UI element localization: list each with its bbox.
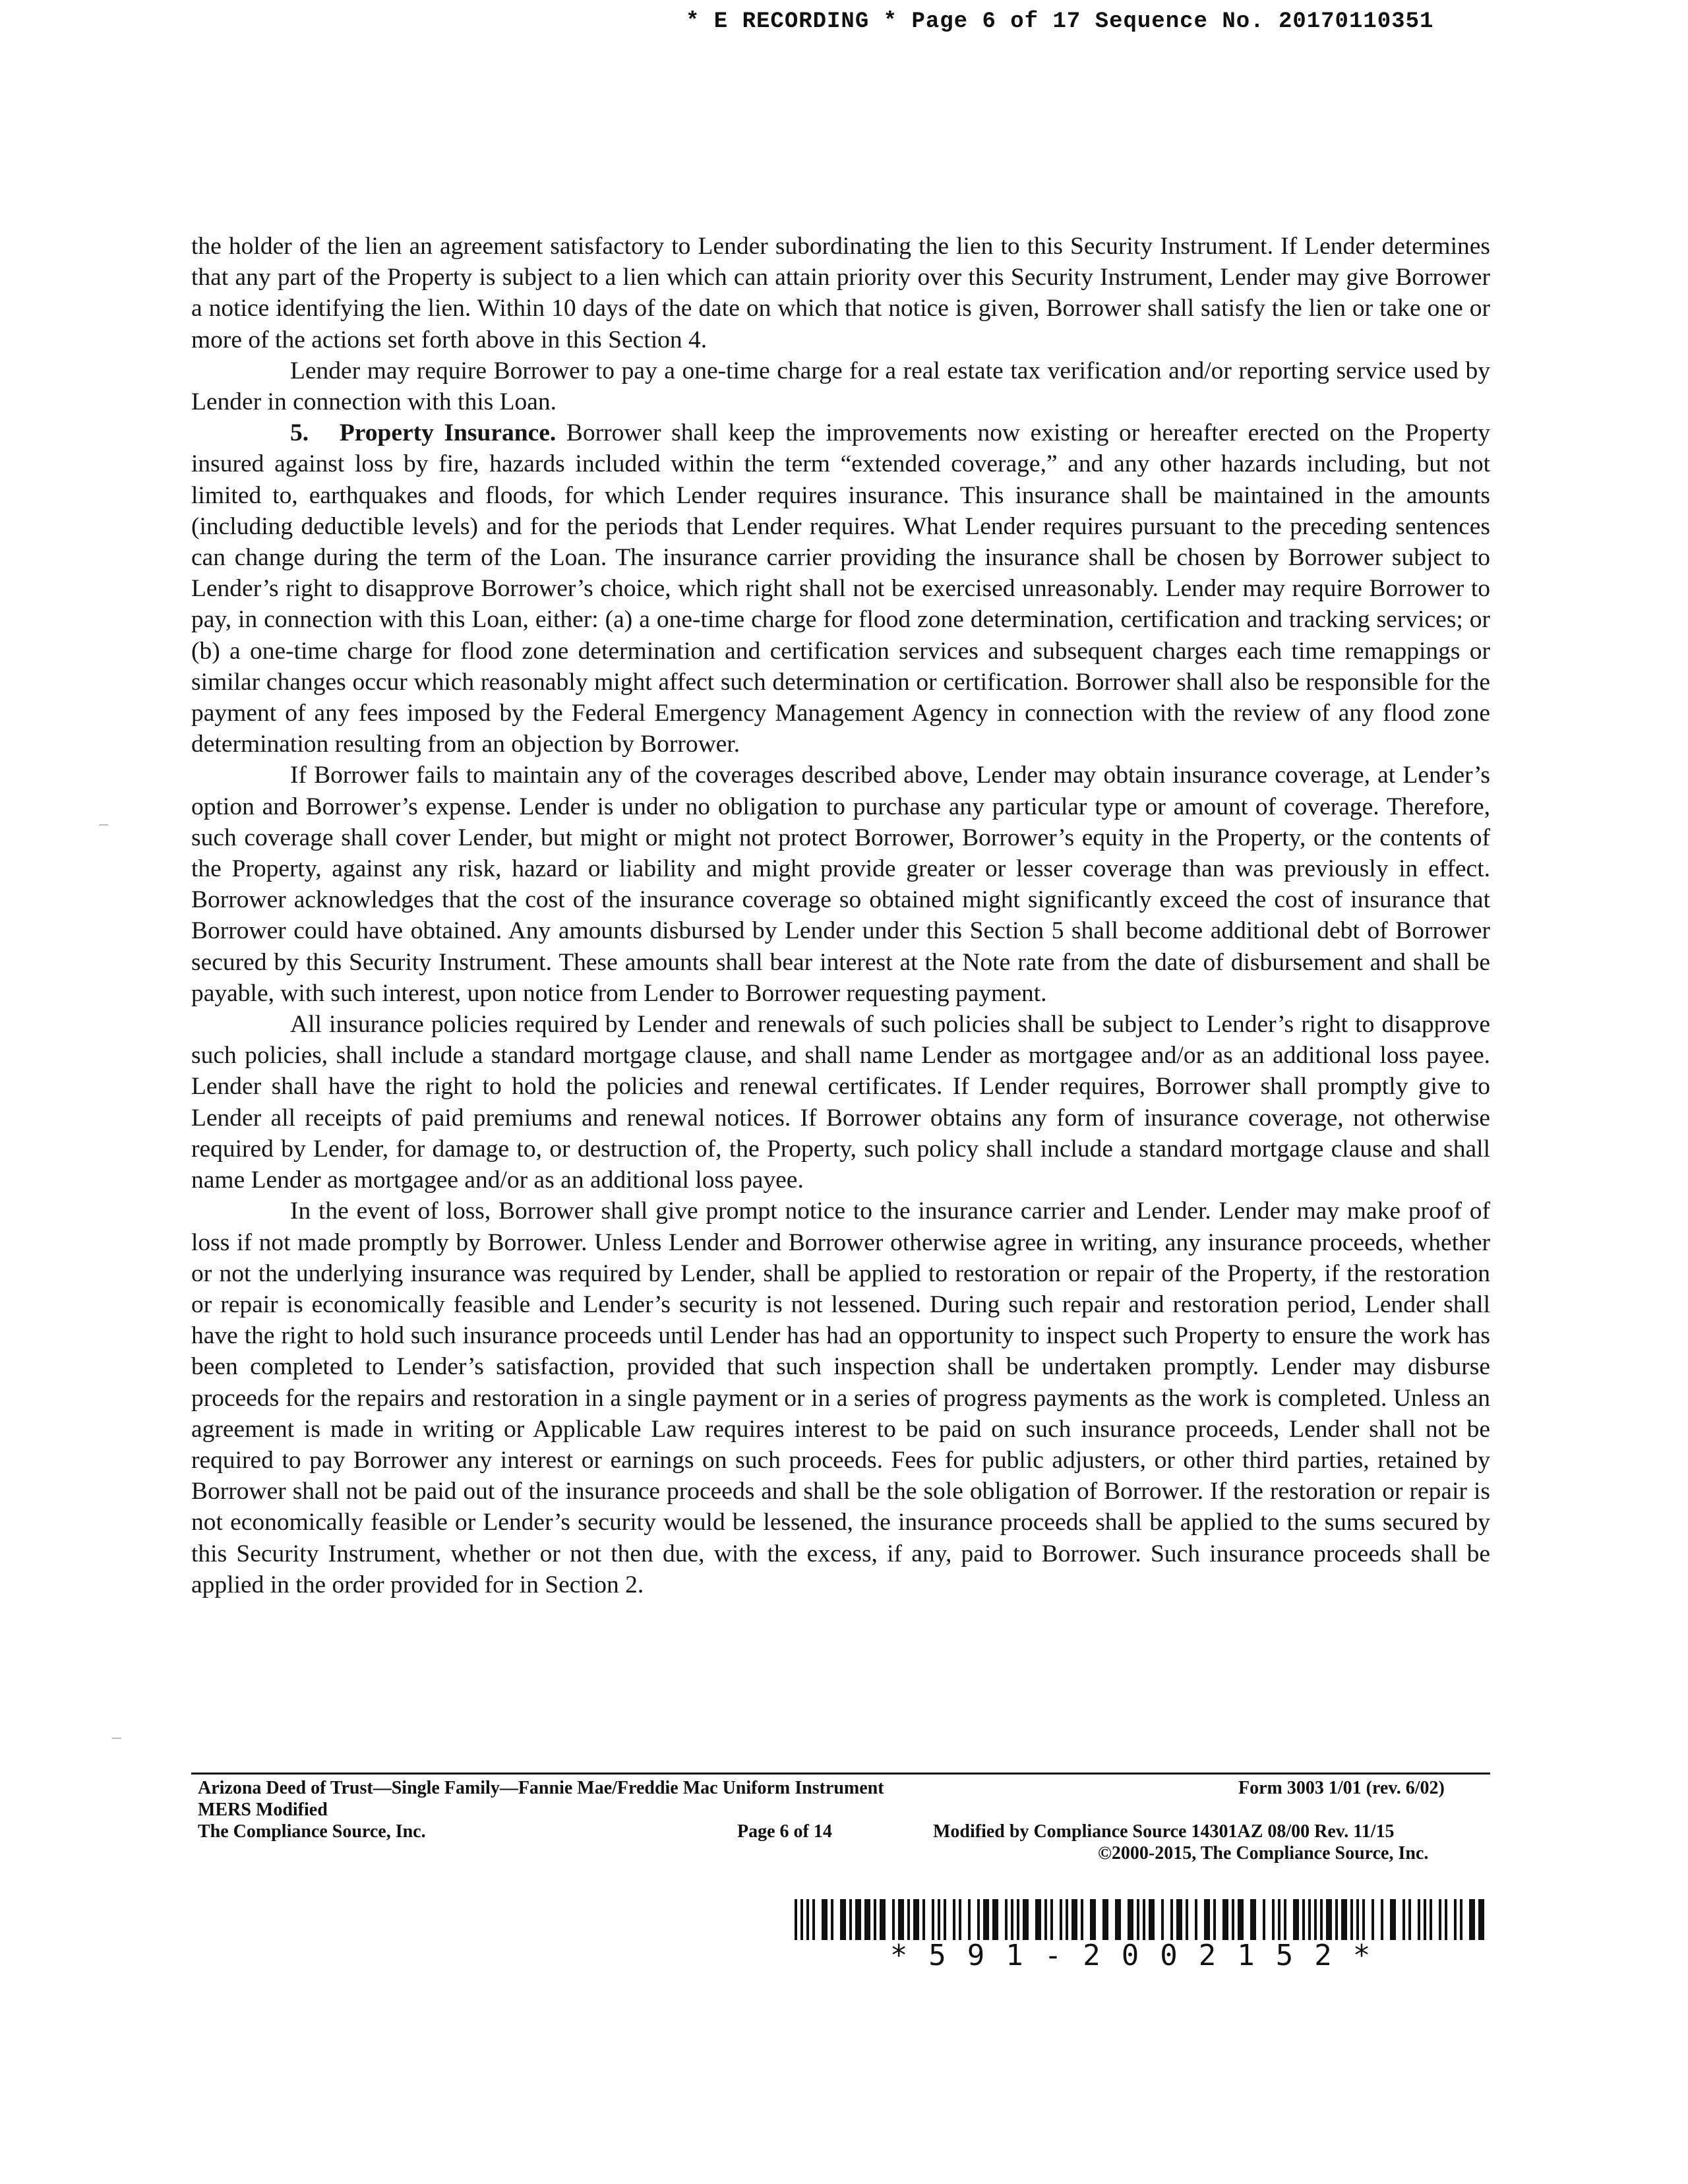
barcode-bar [1128,1899,1133,1940]
barcode-bar [1204,1899,1210,1940]
footer-page-number: Page 6 of 14 [737,1821,832,1842]
barcode-bar [1017,1899,1019,1940]
barcode-bar [953,1899,955,1940]
footer-form-number: Form 3003 1/01 (rev. 6/02) [1238,1778,1445,1798]
barcode-bar [880,1899,886,1940]
barcode-bar [1424,1899,1426,1940]
paragraph-lien-continuation: the holder of the lien an agreement satisfactory to Lender subordinating the lien to this Security Instrument. If Lender determines that any part of the Property is subject to a lien which can attain priority over this Security Instrument, Lender may give Borrower a notice identifying the lien. Within 10 days of the date on which that notice is given, Borrower shall satisfy the lien or take one or more of the actions set forth above in this Section 4. [191,233,1490,353]
barcode-bar [812,1899,815,1940]
barcode-bar [1060,1899,1062,1940]
barcode-bar [907,1899,910,1940]
barcode-bar [1439,1899,1441,1940]
paragraph-event-of-loss: In the event of loss, Borrower shall give prompt notice to the insurance carrier and Lender. Lender may make proof of loss if not made promptly by Borrower. Unless Lender and Borrower otherwise agree in writing, any insurance proceeds, whether or not the underlying insurance was required by Lender, shall be applied to restoration or repair of the Property, if the restoration or repair is economically feasible and Lender’s security is not lessened. During such repair and restoration period, Lender shall have the right to hold such insurance proceeds until Lender has had an opportunity to inspect such Property to ensure the work has been completed to Lender’s satisfaction, provided that such inspection shall be undertaken promptly. Lender may disburse proceeds for the repairs and restoration in a single payment or in a series of progress payments as the work is completed. Unless an agreement is made in writing or Applicable Law requires interest to be paid on such insurance proceeds, Lender shall not be required to pay Borrower any interest or earnings on such proceeds. Fees for public adjusters, or other third parties, retained by Borrower shall not be paid out of the insurance proceeds and shall be the sole obligation of Borrower. If the restoration or repair is not economically feasible or Lender’s security would be lessened, the insurance proceeds shall be applied to the sums secured by this Security Instrument, whether or not then due, with the excess, if any, paid to Borrower. Such insurance proceeds shall be applied in the order provided for in Section 2. [191,1198,1490,1598]
footer-company: The Compliance Source, Inc. [198,1821,426,1842]
barcode-bar [1430,1899,1432,1940]
barcode-bar [1161,1899,1164,1940]
barcode-bar [1445,1899,1447,1940]
footer-copyright: ©2000-2015, The Compliance Source, Inc. [1098,1843,1429,1864]
barcode-bar [1011,1899,1013,1940]
barcode-bar [1186,1899,1188,1940]
barcode-bar [922,1899,925,1940]
barcode-bar [992,1899,998,1940]
barcode-bar [795,1899,797,1940]
barcode-bar [1454,1899,1457,1940]
barcode-bar [959,1899,961,1940]
barcode-bar [1350,1899,1353,1940]
barcode-bar [822,1899,828,1940]
footer-instrument-title: Arizona Deed of Trust—Single Family—Fannie Mae/Freddie Mac Uniform Instrument [198,1778,884,1798]
section-5-text: Borrower shall keep the improvements now existing or hereafter erected on the Property insured against loss by fire, hazards included within the term “extended coverage,” and any other hazards including, but not limited to, earthquakes and floods, for which Lender requires insurance. This insurance shall be maintained in the amounts (including deductible levels) and for the periods that Lender requires. What Lender requires pursuant to the preceding sentences can change during the term of the Loan. The insurance carrier providing the insurance shall be chosen by Borrower subject to Lender’s right to disapprove Borrower’s choice, which right shall not be exercised unreasonably. Lender may require Borrower to pay, in connection with this Loan, either: (a) a one-time charge for flood zone determination, certification and tracking services; or (b) a one-time charge for flood zone determination and certification services and subsequent charges each time remappings or similar changes occur which reasonably might affect such determination or certification. Borrower shall also be responsible for the payment of any fees imposed by the Federal Emergency Management Agency in connection with the review of any flood zone determination resulting from an objection by Borrower. [191,419,1491,758]
barcode-bar [1272,1899,1275,1940]
barcode-bar [864,1899,870,1940]
barcode-bar [1341,1899,1347,1940]
barcode-bar [849,1899,852,1940]
barcode-bar [1023,1899,1029,1940]
barcode [795,1899,1487,1991]
barcode-bar [1335,1899,1338,1940]
barcode-bar [1293,1899,1299,1940]
barcode-bar [1115,1899,1121,1940]
barcode-bar [1408,1899,1411,1940]
barcode-bar [1326,1899,1332,1940]
barcode-bar [898,1899,904,1940]
barcode-bar [1314,1899,1317,1940]
paragraph-lender-obtained-coverage: If Borrower fails to maintain any of the coverages described above, Lender may obtain insurance coverage, at Lender’s option and Borrower’s expense. Lender is under no obligation to purchase any particular type or amount of coverage. Therefore, such coverage shall cover Lender, but might or might not protect Borrower, Borrower’s equity in the Property, or the contents of the Property, against any risk, hazard or liability and might provide greater or lesser coverage than was previously in effect. Borrower acknowledges that the cost of the insurance coverage so obtained might significantly exceed the cost of insurance that Borrower could have obtained. Any amounts disbursed by Lender under this Section 5 shall become additional debt of Borrower secured by this Security Instrument. These amounts shall bear interest at the Note rate from the date of disbursement and shall be payable, with such interest, upon notice from Lender to Borrower requesting payment. [191,762,1490,1007]
margin-speck [112,1738,121,1739]
footer-modified-note: Modified by Compliance Source 14301AZ 08/00 Rev. 11/15 [933,1821,1395,1842]
barcode-bar [1090,1899,1096,1940]
barcode-bar [874,1899,876,1940]
document-body [191,231,1490,1600]
barcode-bar [913,1899,919,1940]
section-number: 5. [290,419,309,447]
barcode-caption: *591-2002152* [889,1939,1392,1972]
barcode-bar [1170,1899,1173,1940]
barcode-bar [1478,1899,1484,1940]
paragraph-section-5 [191,417,1490,760]
barcode-bar [1263,1899,1265,1940]
barcode-bar [806,1899,809,1940]
footer-divider [191,1773,1490,1774]
barcode-bar [1372,1899,1374,1940]
barcode-bar [1066,1899,1068,1940]
margin-speck [99,824,108,826]
barcode-bar [1460,1899,1462,1940]
barcode-bar [1402,1899,1405,1940]
barcode-bar [1418,1899,1420,1940]
barcode-bar [1222,1899,1228,1940]
footer-mers-modified: MERS Modified [198,1800,328,1820]
recording-stamp: * E RECORDING * Page 6 of 17 Sequence No. 20170110351 [686,9,1434,34]
barcode-bar [1050,1899,1053,1940]
document-footer [198,1777,1510,1876]
barcode-bar [1044,1899,1047,1940]
barcode-bar [1238,1899,1244,1940]
section-title: Property Insurance. [339,419,557,447]
barcode-bars [795,1899,1487,1940]
barcode-bar [1381,1899,1383,1940]
barcode-bar [983,1899,989,1940]
barcode-bar [1149,1899,1155,1940]
barcode-bar [932,1899,934,1940]
barcode-bar [938,1899,940,1940]
barcode-bar [800,1899,803,1940]
barcode-bar [1284,1899,1286,1940]
barcode-bar [1176,1899,1182,1940]
barcode-bar [1362,1899,1365,1940]
barcode-bar [1137,1899,1139,1940]
barcode-bar [1302,1899,1305,1940]
barcode-bar [1195,1899,1197,1940]
barcode-bar [831,1899,833,1940]
barcode-bar [1143,1899,1145,1940]
barcode-bar [1308,1899,1311,1940]
barcode-bar [1213,1899,1216,1940]
paragraph-insurance-policies: All insurance policies required by Lender and renewals of such policies shall be subject to Lender’s right to disapprove such policies, shall include a standard mortgage clause, and shall name Lender as mortgagee and/or as an additional loss payee. Lender shall have the right to hold the policies and renewal certificates. If Lender requires, Borrower shall promptly give to Lender all receipts of paid premiums and renewal notices. If Borrower obtains any form of insurance coverage, not otherwise required by Lender, for damage to, or destruction of, the Property, such policy shall include a standard mortgage clause and shall name Lender as mortgagee and/or as an additional loss payee. [191,1011,1490,1194]
barcode-bar [840,1899,846,1940]
barcode-bar [1390,1899,1396,1940]
barcode-bar [1320,1899,1323,1940]
barcode-bar [977,1899,980,1940]
paragraph-tax-verification-charge: Lender may require Borrower to pay a one-time charge for a real estate tax verification and/or reporting service used by Lender in connection with this Loan. [191,357,1490,416]
barcode-bar [892,1899,895,1940]
barcode-bar [1250,1899,1256,1940]
barcode-bar [855,1899,861,1940]
barcode-bar [944,1899,946,1940]
barcode-bar [968,1899,971,1940]
barcode-bar [1102,1899,1108,1940]
barcode-bar [1232,1899,1234,1940]
barcode-bar [1356,1899,1359,1940]
barcode-bar [1081,1899,1083,1940]
barcode-bar [1278,1899,1281,1940]
barcode-bar [1469,1899,1475,1940]
barcode-bar [1035,1899,1041,1940]
barcode-bar [1071,1899,1077,1940]
barcode-bar [1005,1899,1008,1940]
